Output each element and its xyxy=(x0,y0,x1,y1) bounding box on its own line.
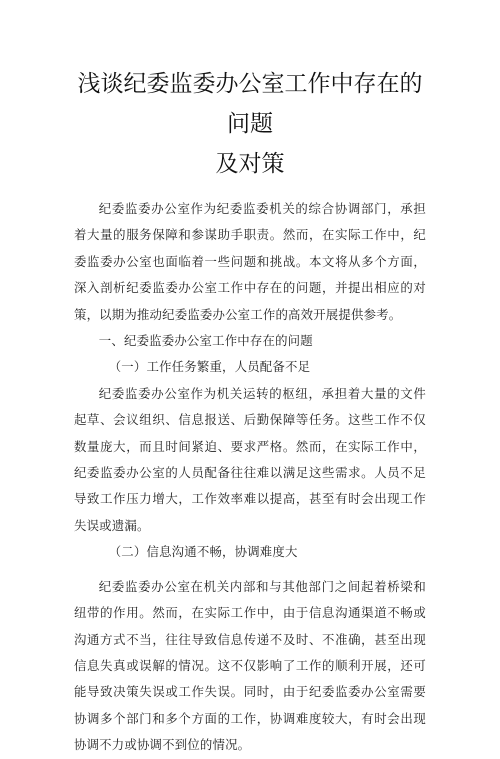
document-title-line-2: 及对策 xyxy=(215,151,285,177)
subsection-1-paragraph: 纪委监委办公室作为机关运转的枢纽，承担着大量的文件起草、会议组织、信息报送、后勤保障等任务。这些工作不仅数量庞大，而且时间紧迫、要求严格。然而，在实际工作中，纪委监委办公室的人员配备往往难以满足这些需求。人员不足导致工作压力增大，工作效率难以提高，甚至有时会出现工作失误或遗漏。 xyxy=(74,385,426,533)
section-1-heading: 一、纪委监委办公室工作中存在的问题 xyxy=(98,333,313,349)
subsection-2-heading: （二）信息沟通不畅，协调难度大 xyxy=(108,544,298,560)
paragraph-spacer xyxy=(74,566,426,574)
document-title-line-1: 浅谈纪委监委办公室工作中存在的问题 xyxy=(77,71,423,137)
intro-paragraph: 纪委监委办公室作为纪委监委机关的综合协调部门，承担着大量的服务保障和参谋助手职责。然而，在实际工作中，纪委监委办公室也面临着一些问题和挑战。本文将从多个方面，深入剖析纪委监委办公室工作中存在的问题，并提出相应的对策，以期为推动纪委监委办公室工作的高效开展提供参考。 xyxy=(74,201,426,322)
subsection-2-paragraph: 纪委监委办公室在机关内部和与其他部门之间起着桥梁和纽带的作用。然而，在实际工作中，由于信息沟通渠道不畅或沟通方式不当，往往导致信息传递不及时、不准确，甚至出现信息失真或误解的情况。这不仅影响了工作的顺利开展，还可能导致决策失误或工作失误。同时，由于纪委监委办公室需要协调多个部门和多个方面的工作，协调难度较大，有时会出现协调不力或协调不到位的情况。 xyxy=(74,578,426,753)
subsection-1-heading: （一）工作任务繁重，人员配备不足 xyxy=(108,359,311,375)
